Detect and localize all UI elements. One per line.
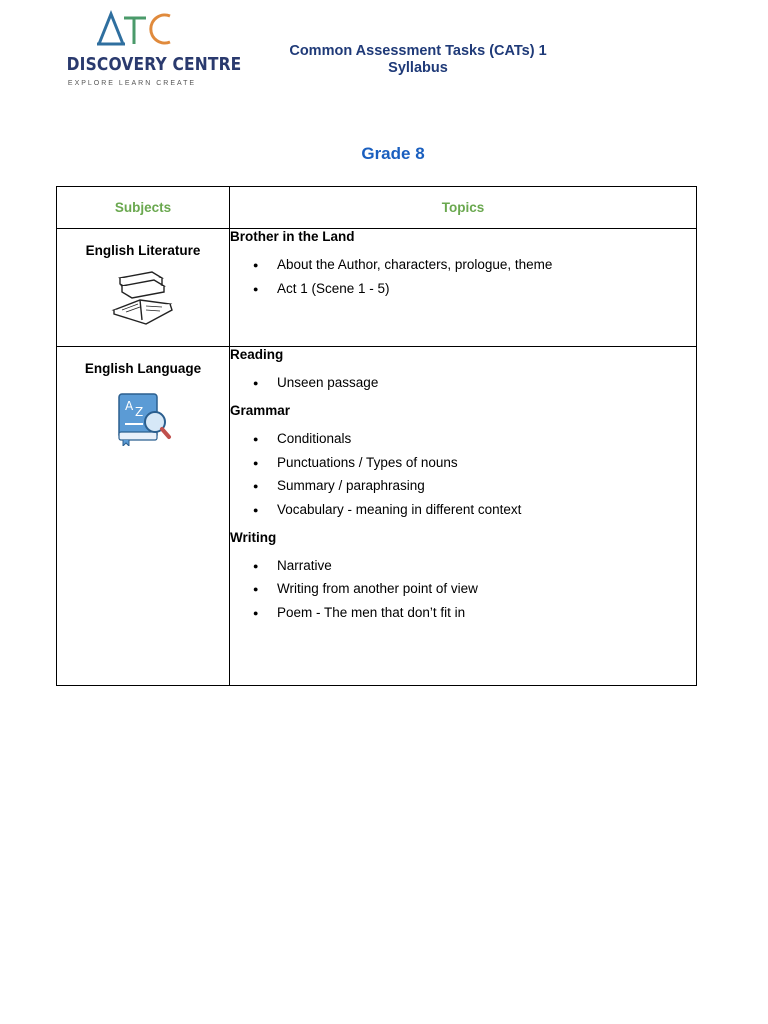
list-item: ● Poem - The men that don’t fit in bbox=[230, 605, 696, 621]
topic-list bbox=[230, 558, 696, 621]
svg-text:Z: Z bbox=[135, 405, 144, 419]
subjects-header: Subjects bbox=[57, 187, 230, 229]
list-item: ● Summary / paraphrasing bbox=[230, 478, 696, 494]
list-item: ● Narrative bbox=[230, 558, 696, 574]
topic-list bbox=[230, 431, 696, 518]
list-item: ● Punctuations / Types of nouns bbox=[230, 455, 696, 471]
subject-cell bbox=[57, 347, 230, 686]
syllabus-table bbox=[56, 186, 697, 686]
topics-header: Topics bbox=[230, 187, 697, 229]
subject-name: English Language bbox=[84, 361, 202, 376]
title-line: Common Assessment Tasks (CATs) 1 bbox=[289, 43, 547, 59]
list-item: ● Writing from another point of view bbox=[230, 581, 696, 597]
table-row bbox=[57, 347, 697, 686]
table-header-row bbox=[57, 187, 697, 229]
logo-mark-icon bbox=[94, 8, 174, 48]
subject-cell bbox=[57, 229, 230, 347]
topic-heading: Reading bbox=[230, 347, 284, 362]
list-item: ● Vocabulary - meaning in different context bbox=[230, 502, 696, 518]
list-item: ● About the Author, characters, prologue, theme bbox=[230, 257, 696, 273]
dictionary-icon bbox=[113, 390, 173, 446]
logo-tagline: EXPLORE LEARN CREATE bbox=[67, 80, 197, 87]
svg-text:A: A bbox=[125, 399, 134, 413]
list-item: ● Unseen passage bbox=[230, 375, 696, 391]
logo-name: DISCOVERY CENTRE bbox=[66, 54, 242, 75]
books-icon bbox=[110, 270, 176, 330]
document-title bbox=[258, 43, 578, 77]
subject-name: English Literature bbox=[85, 243, 201, 258]
list-item: ● Conditionals bbox=[230, 431, 696, 447]
topics-cell bbox=[230, 229, 697, 347]
topic-list bbox=[230, 375, 696, 391]
school-logo bbox=[56, 8, 242, 90]
table-row bbox=[57, 229, 697, 347]
topics-cell bbox=[230, 347, 697, 686]
topic-heading: Grammar bbox=[230, 403, 291, 418]
list-item: ● Act 1 (Scene 1 - 5) bbox=[230, 281, 696, 297]
topic-heading: Brother in the Land bbox=[230, 229, 355, 244]
subtitle-line: Syllabus bbox=[388, 60, 448, 76]
grade-heading: Grade 8 bbox=[361, 144, 425, 163]
topic-heading: Writing bbox=[230, 529, 277, 545]
topic-list bbox=[230, 257, 696, 297]
